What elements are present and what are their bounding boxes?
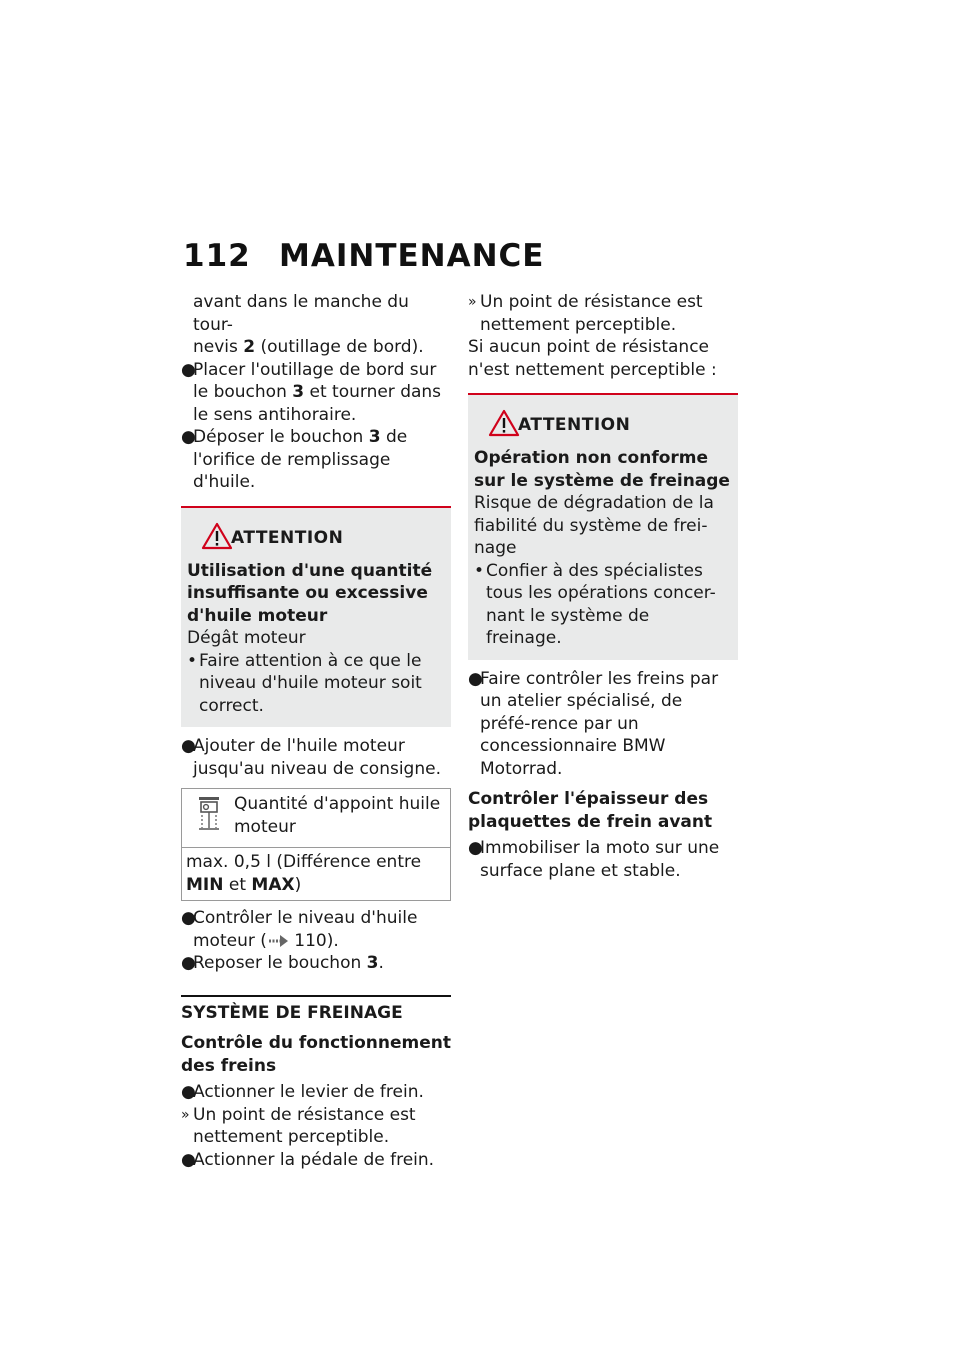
- spec-value: max. 0,5 l (Différence entre MIN et MAX): [186, 852, 422, 895]
- bullet-icon: ●: [468, 838, 483, 858]
- list-item: ● Actionner le levier de frein.: [181, 1082, 424, 1102]
- warning-box: [181, 506, 451, 728]
- bullet-icon: ●: [181, 427, 196, 447]
- result-arrow-icon: »: [181, 1106, 190, 1123]
- bullet-icon: •: [474, 560, 485, 581]
- warning-subtitle: Opération non conforme sur le système de freinage: [474, 448, 730, 491]
- bullet-icon: •: [187, 650, 198, 671]
- list-item: ● Déposer le bouchon 3 de l'orifice de remplissage d'huile.: [181, 427, 408, 492]
- list-item: ● Ajouter de l'huile moteur jusqu'au niveau de consigne.: [181, 736, 441, 779]
- list-item: ● Faire contrôler les freins par un atelier spécialisé, de préfé-rence par un concessionnaire BMW Motorrad.: [468, 668, 719, 779]
- list-item: ● Reposer le bouchon 3.: [181, 953, 384, 973]
- warning-consequence: Risque de dégradation de la fiabilité du système de frei-nage: [474, 493, 714, 558]
- warning-subtitle: Utilisation d'une quantité insuffisante ou excessive d'huile moteur: [187, 560, 433, 626]
- list-item: ● Contrôler le niveau d'huile moteur ( 110).: [181, 908, 418, 951]
- spec-table: [181, 788, 451, 901]
- warning-triangle-icon: [201, 522, 233, 550]
- warning-triangle-icon: [488, 409, 520, 437]
- spec-name: Quantité d'appoint huile moteur: [234, 794, 441, 837]
- bullet-icon: ●: [181, 359, 196, 380]
- oil-can-icon: [196, 795, 222, 831]
- subsection-title: Contrôle du fonctionnement des freins: [181, 1033, 452, 1076]
- page-header: [183, 238, 544, 278]
- bullet-icon: ●: [181, 953, 196, 973]
- bullet-icon: ●: [181, 908, 196, 928]
- warning-title: ATTENTION: [518, 415, 631, 435]
- subsection-title: Contrôler l'épaisseur des plaquettes de frein avant: [468, 789, 713, 832]
- bullet-icon: ●: [468, 668, 483, 689]
- result-item: » Un point de résistance est nettement perceptible.: [468, 292, 703, 335]
- warning-action: • Faire attention à ce que le niveau d'huile moteur soit correct.: [187, 650, 422, 716]
- continuation-text: avant dans le manche du tour- nevis 2 (outillage de bord).: [193, 292, 424, 357]
- warning-action: • Confier à des spécialistes tous les opérations concer-nant le système de freinage.: [474, 560, 716, 648]
- left-column: [181, 291, 451, 1171]
- bullet-icon: ●: [181, 1149, 196, 1170]
- warning-box: [468, 393, 738, 660]
- warning-consequence: Dégât moteur: [187, 628, 306, 648]
- bullet-icon: ●: [181, 736, 196, 756]
- page-title: MAINTENANCE: [279, 238, 545, 274]
- list-item: ● Immobiliser la moto sur une surface plane et stable.: [468, 838, 720, 881]
- bullet-icon: ●: [181, 1082, 196, 1102]
- list-item: ● Placer l'outillage de bord sur le bouchon 3 et tourner dans le sens antihoraire.: [181, 359, 442, 425]
- link-arrow-icon[interactable]: [267, 934, 289, 948]
- section-title: SYSTÈME DE FREINAGE: [181, 995, 451, 1025]
- page-number: 112: [183, 238, 251, 274]
- warning-title: ATTENTION: [231, 527, 344, 548]
- result-arrow-icon: »: [468, 294, 477, 310]
- list-item: ● Actionner la pédale de frein.: [181, 1149, 435, 1170]
- page-reference-link[interactable]: 110).: [288, 930, 339, 951]
- condition-text: Si aucun point de résistance n'est nettement perceptible :: [468, 337, 717, 380]
- right-column: [468, 291, 738, 882]
- result-item: » Un point de résistance est nettement perceptible.: [181, 1104, 416, 1147]
